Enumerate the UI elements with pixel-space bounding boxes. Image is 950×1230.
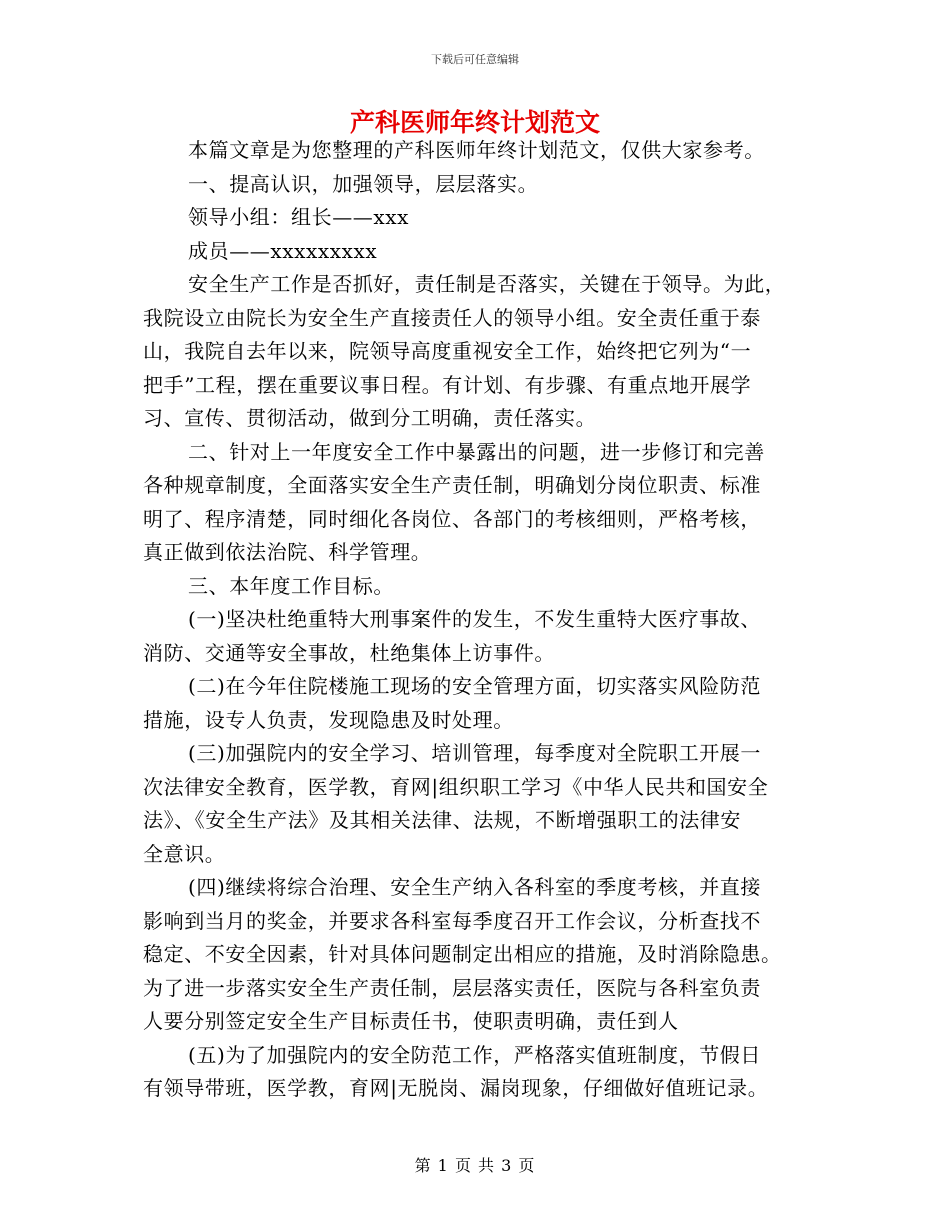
document-title: 产科医师年终计划范文 [349,108,600,137]
body-text-line: (四)继续将综合治理、安全生产纳入各科室的季度考核，并直接 [188,875,762,899]
body-text-line: 成员——xxxxxxxxx [188,238,378,263]
body-text-line: 法》、《安全生产法》及其相关法律、法规，不断增强职工的法律安 [143,808,741,832]
body-text-line: 消防、交通等安全事故，杜绝集体上访事件。 [143,640,555,665]
body-text-line: 有领导带班，医学教，育网|无脱岗、漏岗现象，仔细做好值班记录。 [143,1076,769,1100]
body-text-line: 领导小组：组长——xxx [188,205,410,229]
body-text-line: (三)加强院内的安全学习、培训管理，每季度对全院职工开展一 [188,741,762,765]
body-text-line: 山，我院自去年以来，院领导高度重视安全工作，始终把它列为“一 [143,339,752,363]
body-text-line: 一、提高认识，加强领导，层层落实。 [188,171,539,196]
body-text-line: 次法律安全教育，医学教，育网|组织职工学习《中华人民共和国安全 [143,774,769,799]
body-text-line: 各种规章制度，全面落实安全生产责任制，明确划分岗位职责、标准 [143,473,761,497]
body-text-line: 明了、程序清楚，同时细化各岗位、各部门的考核细则，严格考核， [143,506,761,531]
body-text-line: 影响到当月的奖金，并要求各科室每季度召开工作会议，分析查找不 [143,908,761,933]
page-header-note: 下载后可任意编辑 [431,53,519,66]
document-body [143,134,803,1106]
body-text-line: 我院设立由院长为安全生产直接责任人的领导小组。安全责任重于泰 [143,305,761,330]
body-text-line: 习、宣传、贯彻活动，做到分工明确，责任落实。 [143,406,597,430]
body-text-line: 安全生产工作是否抓好，责任制是否落实，关键在于领导。为此， [188,272,786,296]
body-text-line: 稳定、不安全因素，针对具体问题制定出相应的措施，及时消除隐患。 [143,942,782,966]
page-number-footer: 第 1 页 共 3 页 [414,1156,536,1175]
body-text-line: 三、本年度工作目标。 [188,573,394,598]
body-text-line: 措施，设专人负责，发现隐患及时处理。 [143,707,514,732]
body-text-line: 人要分别签定安全生产目标责任书，使职责明确，责任到人 [143,1009,679,1033]
body-text-line: (一)坚决杜绝重特大刑事案件的发生，不发生重特大医疗事故、 [188,607,762,631]
body-text-line: (五)为了加强院内的安全防范工作，严格落实值班制度，节假日 [188,1042,762,1067]
body-text-line: 本篇文章是为您整理的产科医师年终计划范文，仅供大家参考。 [188,138,765,162]
body-text-line: 二、针对上一年度安全工作中暴露出的问题，进一步修订和完善 [188,439,765,464]
body-text-line: 真正做到依法治院、科学管理。 [143,540,432,564]
body-text-line: 为了进一步落实安全生产责任制，层层落实责任，医院与各科室负责 [143,975,761,1000]
body-text-line: 全意识。 [143,841,226,866]
body-text-line: 把手”工程，摆在重要议事日程。有计划、有步骤、有重点地开展学 [143,372,752,397]
body-text-line: (二)在今年住院楼施工现场的安全管理方面，切实落实风险防范 [188,674,762,698]
